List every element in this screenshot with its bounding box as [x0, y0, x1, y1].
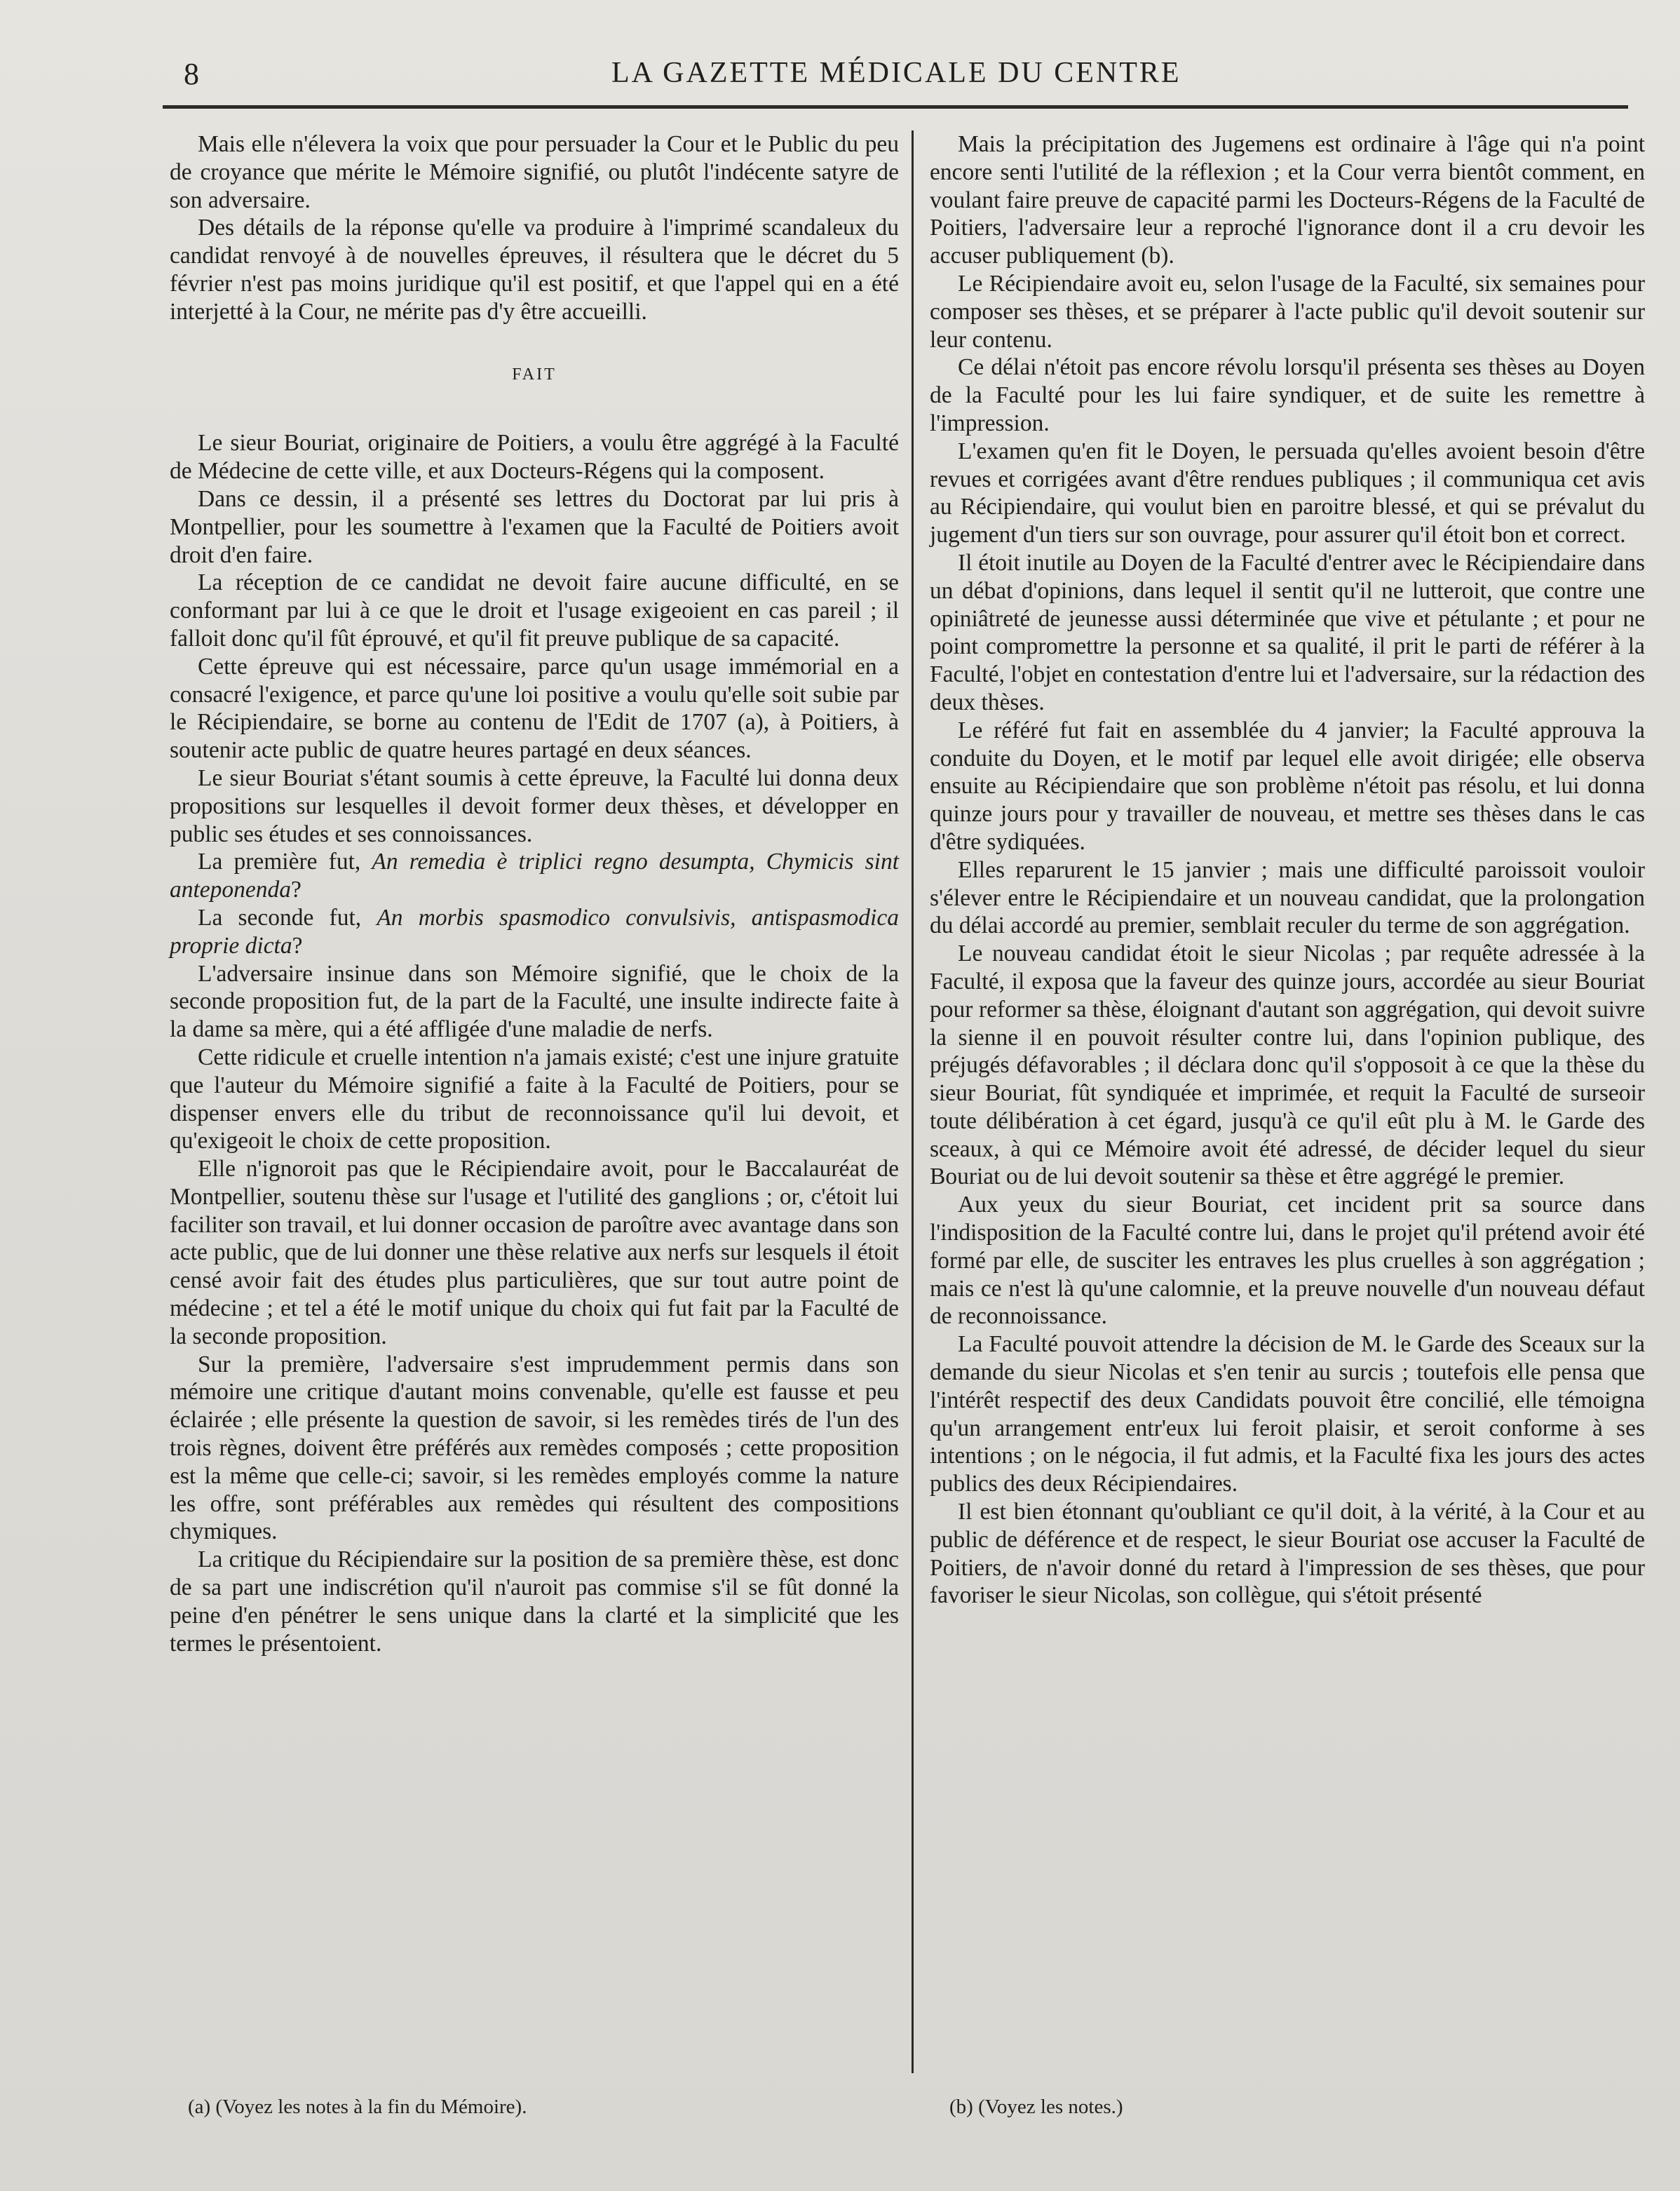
paragraph: Dans ce dessin, il a présenté ses lettres du Doctorat par lui pris à Montpellier, pour les soumettre à l'examen que la Faculté de Poitiers avoit droit d'en faire.	[170, 485, 899, 568]
left-column	[170, 130, 899, 1657]
paragraph: L'examen qu'en fit le Doyen, le persuada qu'elles avoient besoin d'être revues et corrigées avant d'être rendues publiques ; il communiqua cet avis au Récipiendaire, qui voulut bien en paroitre blessé, et qui se prévalut du jugement d'un tiers sur son ouvrage, pour assurer qu'il étoit bon et correct.	[930, 438, 1645, 548]
paragraph: Le Récipiendaire avoit eu, selon l'usage de la Faculté, six semaines pour composer ses thèses, et se préparer à l'acte public qu'il devoit soutenir sur leur contenu.	[930, 270, 1645, 353]
paragraph: Elles reparurent le 15 janvier ; mais une difficulté paroissoit vouloir s'élever entre le Récipiendaire et un nouveau candidat, que la prolongation du délai accordé au premier, semblait reculer du terme de son aggrégation.	[930, 856, 1645, 939]
paragraph: La réception de ce candidat ne devoit faire aucune difficulté, en se conformant par lui à ce que le droit et l'usage exigeoient en cas pareil ; il falloit donc qu'il fût éprouvé, et qu'il fit preuve publique de sa capacité.	[170, 569, 899, 652]
section-title: FAIT	[512, 365, 557, 384]
text: ?	[292, 932, 303, 959]
paragraph: Mais elle n'élevera la voix que pour persuader la Cour et le Public du peu de croyance que mérite le Mémoire signifié, ou plutôt l'indécente satyre de son adversaire.	[170, 131, 899, 213]
text: La première fut,	[198, 849, 372, 875]
paragraph	[170, 904, 899, 960]
paragraph: Sur la première, l'adversaire s'est imprudemment permis dans son mémoire une critique d'autant moins convenable, qu'elle est fausse et peu éclairée ; elle présente la question de savoir, si les remèdes tirés de l'un des trois règnes, doivent être préférés aux remèdes composés ; cette proposition est la même que celle-ci; savoir, si les remèdes employés comme la nature les offre, sont préférables aux remèdes qui résultent des compositions chymiques.	[170, 1351, 899, 1545]
paragraph	[170, 848, 899, 904]
paragraph: La critique du Récipiendaire sur la position de sa première thèse, est donc de sa part une indiscrétion qu'il n'auroit pas commise s'il se fût donné la peine d'en pénétrer le sens unique dans la clarté et la simplicité que les termes le présentoient.	[170, 1546, 899, 1657]
latin-thesis-title: An morbis spasmodico convulsivis, antispasmodica proprie dicta	[170, 904, 899, 959]
header-rule	[163, 105, 1628, 109]
paragraph: Le sieur Bouriat, originaire de Poitiers, a voulu être aggrégé à la Faculté de Médecine de cette ville, et aux Docteurs-Régens qui la composent.	[170, 430, 899, 485]
paragraph: Aux yeux du sieur Bouriat, cet incident prit sa source dans l'indisposition de la Faculté contre lui, dans le projet qu'il prétend avoir été formé par elle, de susciter les entraves les plus cruelles à son aggrégation ; mais ce n'est là qu'une calomnie, et la preuve nouvelle d'un nouveau défaut de reconnoissance.	[930, 1192, 1645, 1330]
paragraph: Le nouveau candidat étoit le sieur Nicolas ; par requête adressée à la Faculté, il exposa que la faveur des quinze jours, accordée au sieur Bouriat pour reformer sa thèse, éloignant d'autant son aggrégation, qui devoit suivre la sienne il en pouvoit résulter contre lui, dans l'opinion publique, des préjugés défavorables ; il déclara donc qu'il s'opposoit à ce que la thèse du sieur Bouriat, fût syndiquée et imprimée, et requit la Faculté de surseoir toute délibération à cet égard, jusqu'à ce qu'il eût plu à M. le Garde des sceaux, à qui ce Mémoire avoit été adressé, de décider lequel du sieur Bouriat ou de lui devoit soutenir sa thèse et être aggrégé le premier.	[930, 941, 1645, 1190]
text: ?	[291, 877, 302, 903]
column-divider	[912, 130, 914, 2073]
footnote-b: (b) (Voyez les notes.)	[949, 2096, 1123, 2118]
footnote-a: (a) (Voyez les notes à la fin du Mémoire).	[188, 2096, 527, 2118]
right-column	[930, 130, 1645, 1610]
paragraph: Le référé fut fait en assemblée du 4 janvier; la Faculté approuva la conduite du Doyen, et le motif par lequel elle avoit dirigée; elle observa ensuite au Récipiendaire que son problème n'étoit pas résolu, et lui donna quinze jours pour y travailler de nouveau, et mettre ses thèses dans le cas d'être sydiquées.	[930, 717, 1645, 855]
paragraph: Le sieur Bouriat s'étant soumis à cette épreuve, la Faculté lui donna deux propositions sur lesquelles il devoit former deux thèses, et développer en public ses études et ses connoissances.	[170, 764, 899, 847]
paragraph: Cette ridicule et cruelle intention n'a jamais existé; c'est une injure gratuite que l'auteur du Mémoire signifié a faite à la Faculté de Poitiers, pour se dispenser envers elle du tribut de reconnoissance qu'il lui devoit, et qu'exigeoit le choix de cette proposition.	[170, 1044, 899, 1154]
paragraph: Il étoit inutile au Doyen de la Faculté d'entrer avec le Récipiendaire dans un débat d'opinions, dans lequel il sentit qu'il ne lutteroit, que contre une opiniâtreté de jeunesse aussi déterminée que vive et pétulante ; et pour ne point compromettre la personne et sa qualité, il prit le parti de référer à la Faculté, l'objet en contestation d'entre lui et l'adversaire, sur la rédaction des deux thèses.	[930, 549, 1645, 715]
paragraph: La Faculté pouvoit attendre la décision de M. le Garde des Sceaux sur la demande du sieur Nicolas et s'en tenir au surcis ; toutefois elle pensa que l'intérêt respectif des deux Candidats pouvoit être concilié, elle témoigna qu'un arrangement entr'eux lui feroit plaisir, et seroit conforme à ses intentions ; on le négocia, il fut admis, et la Faculté fixa les jours des actes publics des deux Récipiendaires.	[930, 1331, 1645, 1497]
paragraph: L'adversaire insinue dans son Mémoire signifié, que le choix de la seconde proposition fut, de la part de la Faculté, une insulte indirecte faite à la dame sa mère, qui a été affligée d'une maladie de nerfs.	[170, 960, 899, 1043]
page-header	[163, 50, 1617, 100]
latin-thesis-title: An remedia è triplici regno desumpta, Chymicis sint anteponenda	[170, 849, 900, 903]
paragraph: Mais la précipitation des Jugemens est ordinaire à l'âge qui n'a point encore senti l'utilité de la réflexion ; et la Cour verra bientôt comment, en voulant faire preuve de capacité parmi les Docteurs-Régens de la Faculté de Poitiers, l'adversaire leur a reproché l'ignorance dont il a cru devoir les accuser publiquement (b).	[930, 131, 1645, 269]
paragraph: Des détails de la réponse qu'elle va produire à l'imprimé scandaleux du candidat renvoyé à de nouvelles épreuves, il résultera que le décret du 5 février n'est pas moins juridique qu'il est positif, et que l'appel qui en a été interjetté à la Cour, ne mérite pas d'y être accueilli.	[170, 215, 899, 325]
paragraph: Il est bien étonnant qu'oubliant ce qu'il doit, à la vérité, à la Cour et au public de déférence et de respect, le sieur Bouriat ose accuser la Faculté de Poitiers, de n'avoir donné du retard à l'impression de ses thèses, que pour favoriser le sieur Nicolas, son collègue, qui s'étoit présenté	[930, 1499, 1645, 1609]
text: La seconde fut,	[198, 904, 377, 931]
paragraph: Cette épreuve qui est nécessaire, parce qu'un usage immémorial en a consacré l'exigence, et parce qu'une loi positive a voulu qu'elle soit subie par le Récipiendaire, se borne au contenu de l'Edit de 1707 (a), à Poitiers, à soutenir acte public de quatre heures partagé en deux séances.	[170, 653, 899, 764]
paragraph: Elle n'ignoroit pas que le Récipiendaire avoit, pour le Baccalauréat de Montpellier, soutenu thèse sur l'usage et l'utilité des ganglions ; or, c'étoit lui faciliter son travail, et lui donner occasion de paroître avec avantage dans son acte public, que de lui donner une thèse relative aux nerfs sur lesquels il étoit censé avoir fait des études plus particulières, que sur tout autre point de médecine ; et tel a été le motif unique du choix qui fut fait par la Faculté de la seconde proposition.	[170, 1156, 899, 1349]
page-number: 8	[184, 57, 201, 91]
paragraph: Ce délai n'étoit pas encore révolu lorsqu'il présenta ses thèses au Doyen de la Faculté pour les lui faire syndiquer, et de suite les remettre à l'impression.	[930, 354, 1645, 436]
running-title: LA GAZETTE MÉDICALE DU CENTRE	[611, 57, 1181, 89]
